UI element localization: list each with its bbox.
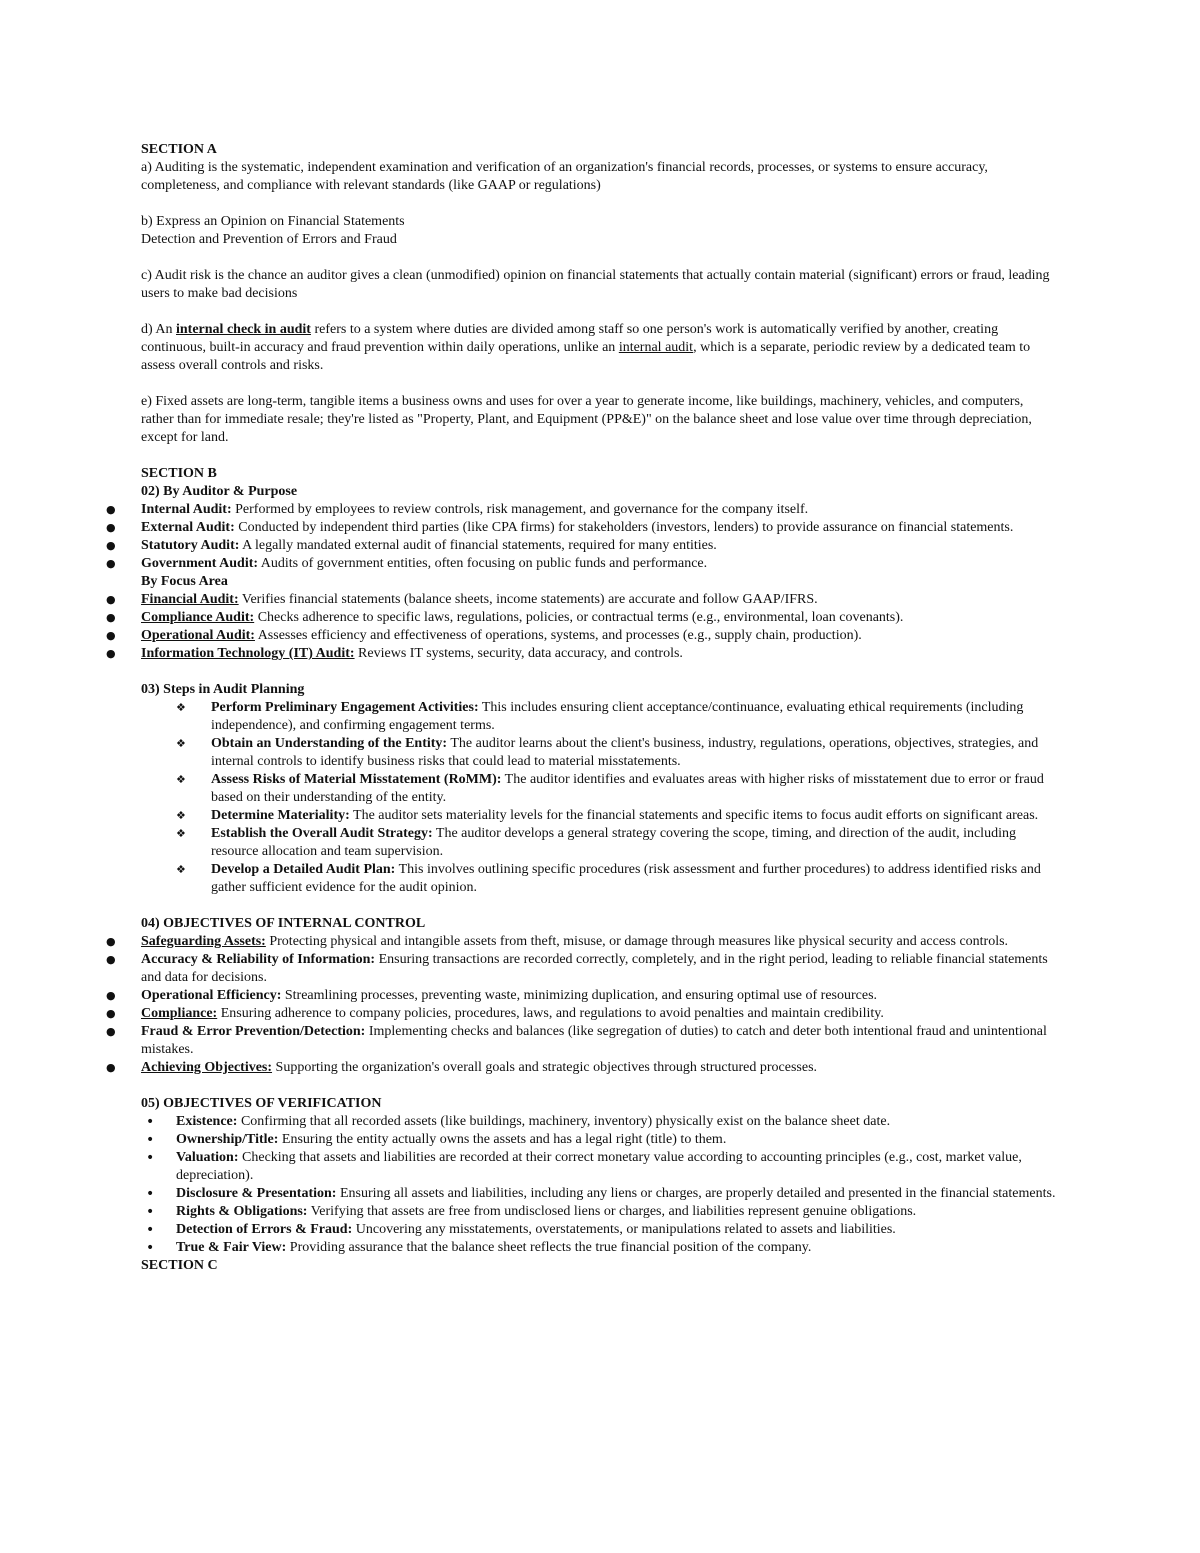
- list-item: ● Operational Efficiency: Streamlining processes, preventing waste, minimizing duplication, and ensuring optimal use of resources.: [141, 987, 1059, 1005]
- focus-area-heading: By Focus Area: [141, 574, 228, 589]
- internal-control-list: [141, 933, 1059, 1077]
- list-item: ❖ Assess Risks of Material Misstatement (RoMM): The auditor identifies and evaluates areas with higher risks of misstatement due to error or fraud based on their understanding of the entity.: [211, 771, 1059, 807]
- list-item: ❖ Develop a Detailed Audit Plan: This involves outlining specific procedures (risk assessment and further procedures) to address identified risks and gather sufficient evidence for the audit opinion.: [211, 861, 1059, 897]
- list-item: ❖ Determine Materiality: The auditor sets materiality levels for the financial statements and specific items to focus audit efforts on significant areas.: [211, 807, 1059, 825]
- answer-d: [141, 321, 1059, 375]
- answer-b-line-1: b) Express an Opinion on Financial Statements: [141, 214, 405, 229]
- list-item: • Disclosure & Presentation: Ensuring all assets and liabilities, including any liens or charges, are properly detailed and presented in the financial statements.: [176, 1185, 1059, 1203]
- list-item: ● Compliance: Ensuring adherence to company policies, procedures, laws, and regulations to avoid penalties and maintain credibility.: [141, 1005, 1059, 1023]
- list-item: • Rights & Obligations: Verifying that assets are free from undisclosed liens or charges, and liabilities represent genuine obligations.: [176, 1203, 1059, 1221]
- list-item: ❖ Establish the Overall Audit Strategy: The auditor develops a general strategy covering the scope, timing, and direction of the audit, including resource allocation and team supervision.: [211, 825, 1059, 861]
- answer-a: a) Auditing is the systematic, independent examination and verification of an organization's financial records, processes, or systems to ensure accuracy, completeness, and compliance with relevant standards (like GAAP or regulations): [141, 160, 988, 193]
- section-c-heading: SECTION C: [141, 1258, 218, 1273]
- verification-list: [176, 1113, 1059, 1257]
- q3-heading: 03) Steps in Audit Planning: [141, 682, 305, 697]
- list-item: ● Safeguarding Assets: Protecting physical and intangible assets from theft, misuse, or damage through measures like physical security and access controls.: [141, 933, 1059, 951]
- answer-d-middle: refers to a system where duties are divided among staff so one person's work is automatically verified by another, creating continuous, built-in accuracy and fraud prevention within daily operations, unlike an: [141, 322, 999, 355]
- list-item: ● Financial Audit: Verifies financial statements (balance sheets, income statements) are accurate and follow GAAP/IFRS.: [141, 591, 1059, 609]
- section-a-heading: SECTION A: [141, 142, 217, 157]
- term-internal-check: internal check in audit: [176, 322, 311, 337]
- list-item: ❖ Obtain an Understanding of the Entity: The auditor learns about the client's business, industry, regulations, operations, objectives, strategies, and internal controls to identify business risks that could lead to material misstatements.: [211, 735, 1059, 771]
- answer-d-prefix: d) An: [141, 322, 176, 337]
- answer-b-line-2: Detection and Prevention of Errors and Fraud: [141, 232, 397, 247]
- list-item: ● Operational Audit: Assesses efficiency and effectiveness of operations, systems, and processes (e.g., supply chain, production).: [141, 627, 1059, 645]
- list-item: • Valuation: Checking that assets and liabilities are recorded at their correct monetary value according to accounting principles (e.g., cost, market value, depreciation).: [176, 1149, 1059, 1185]
- q5-heading: 05) OBJECTIVES OF VERIFICATION: [141, 1096, 382, 1111]
- document-body: [141, 141, 1059, 1275]
- by-focus-list: [141, 591, 1059, 663]
- list-item: ● Achieving Objectives: Supporting the organization's overall goals and strategic objectives through structured processes.: [141, 1059, 1059, 1077]
- list-item: ● External Audit: Conducted by independent third parties (like CPA firms) for stakeholders (investors, lenders) to provide assurance on financial statements.: [141, 519, 1059, 537]
- answer-e: e) Fixed assets are long-term, tangible items a business owns and uses for over a year to generate income, like buildings, machinery, vehicles, and computers, rather than for immediate resale; they're listed as "Property, Plant, and Equipment (PP&E)" on the balance sheet and lose value over time through depreciation, except for land.: [141, 394, 1032, 445]
- answer-c: c) Audit risk is the chance an auditor gives a clean (unmodified) opinion on financial statements that actually contain material (significant) errors or fraud, leading users to make bad decisions: [141, 268, 1050, 301]
- list-item: ● Internal Audit: Performed by employees to review controls, risk management, and governance for the company itself.: [141, 501, 1059, 519]
- q4-heading: 04) OBJECTIVES OF INTERNAL CONTROL: [141, 916, 426, 931]
- answer-d-suffix: , which is a separate, periodic review by a dedicated team to assess overall controls and risks.: [141, 340, 1031, 373]
- section-b-heading: SECTION B: [141, 466, 217, 481]
- term-internal-audit: internal audit: [618, 340, 694, 355]
- list-item: ● Information Technology (IT) Audit: Reviews IT systems, security, data accuracy, and controls.: [141, 645, 1059, 663]
- list-item: ● Statutory Audit: A legally mandated external audit of financial statements, required for many entities.: [141, 537, 1059, 555]
- list-item: • Ownership/Title: Ensuring the entity actually owns the assets and has a legal right (title) to them.: [176, 1131, 1059, 1149]
- list-item: ● Compliance Audit: Checks adherence to specific laws, regulations, policies, or contractual terms (e.g., environmental, loan covenants).: [141, 609, 1059, 627]
- by-auditor-list: [141, 501, 1059, 573]
- list-item: ● Government Audit: Audits of government entities, often focusing on public funds and performance.: [141, 555, 1059, 573]
- list-item: • True & Fair View: Providing assurance that the balance sheet reflects the true financial position of the company.: [176, 1239, 1059, 1257]
- q2-heading: 02) By Auditor & Purpose: [141, 484, 298, 499]
- list-item: • Detection of Errors & Fraud: Uncovering any misstatements, overstatements, or manipulations related to assets and liabilities.: [176, 1221, 1059, 1239]
- list-item: ● Accuracy & Reliability of Information: Ensuring transactions are recorded correctly, completely, and in the right period, leading to reliable financial statements and data for decisions.: [141, 951, 1059, 987]
- list-item: ❖ Perform Preliminary Engagement Activities: This includes ensuring client acceptance/continuance, evaluating ethical requirements (including independence), and confirming engagement terms.: [211, 699, 1059, 735]
- audit-planning-steps-list: [211, 699, 1059, 897]
- list-item: ● Fraud & Error Prevention/Detection: Implementing checks and balances (like segregation of duties) to catch and deter both intentional fraud and unintentional mistakes.: [141, 1023, 1059, 1059]
- list-item: • Existence: Confirming that all recorded assets (like buildings, machinery, inventory) physically exist on the balance sheet date.: [176, 1113, 1059, 1131]
